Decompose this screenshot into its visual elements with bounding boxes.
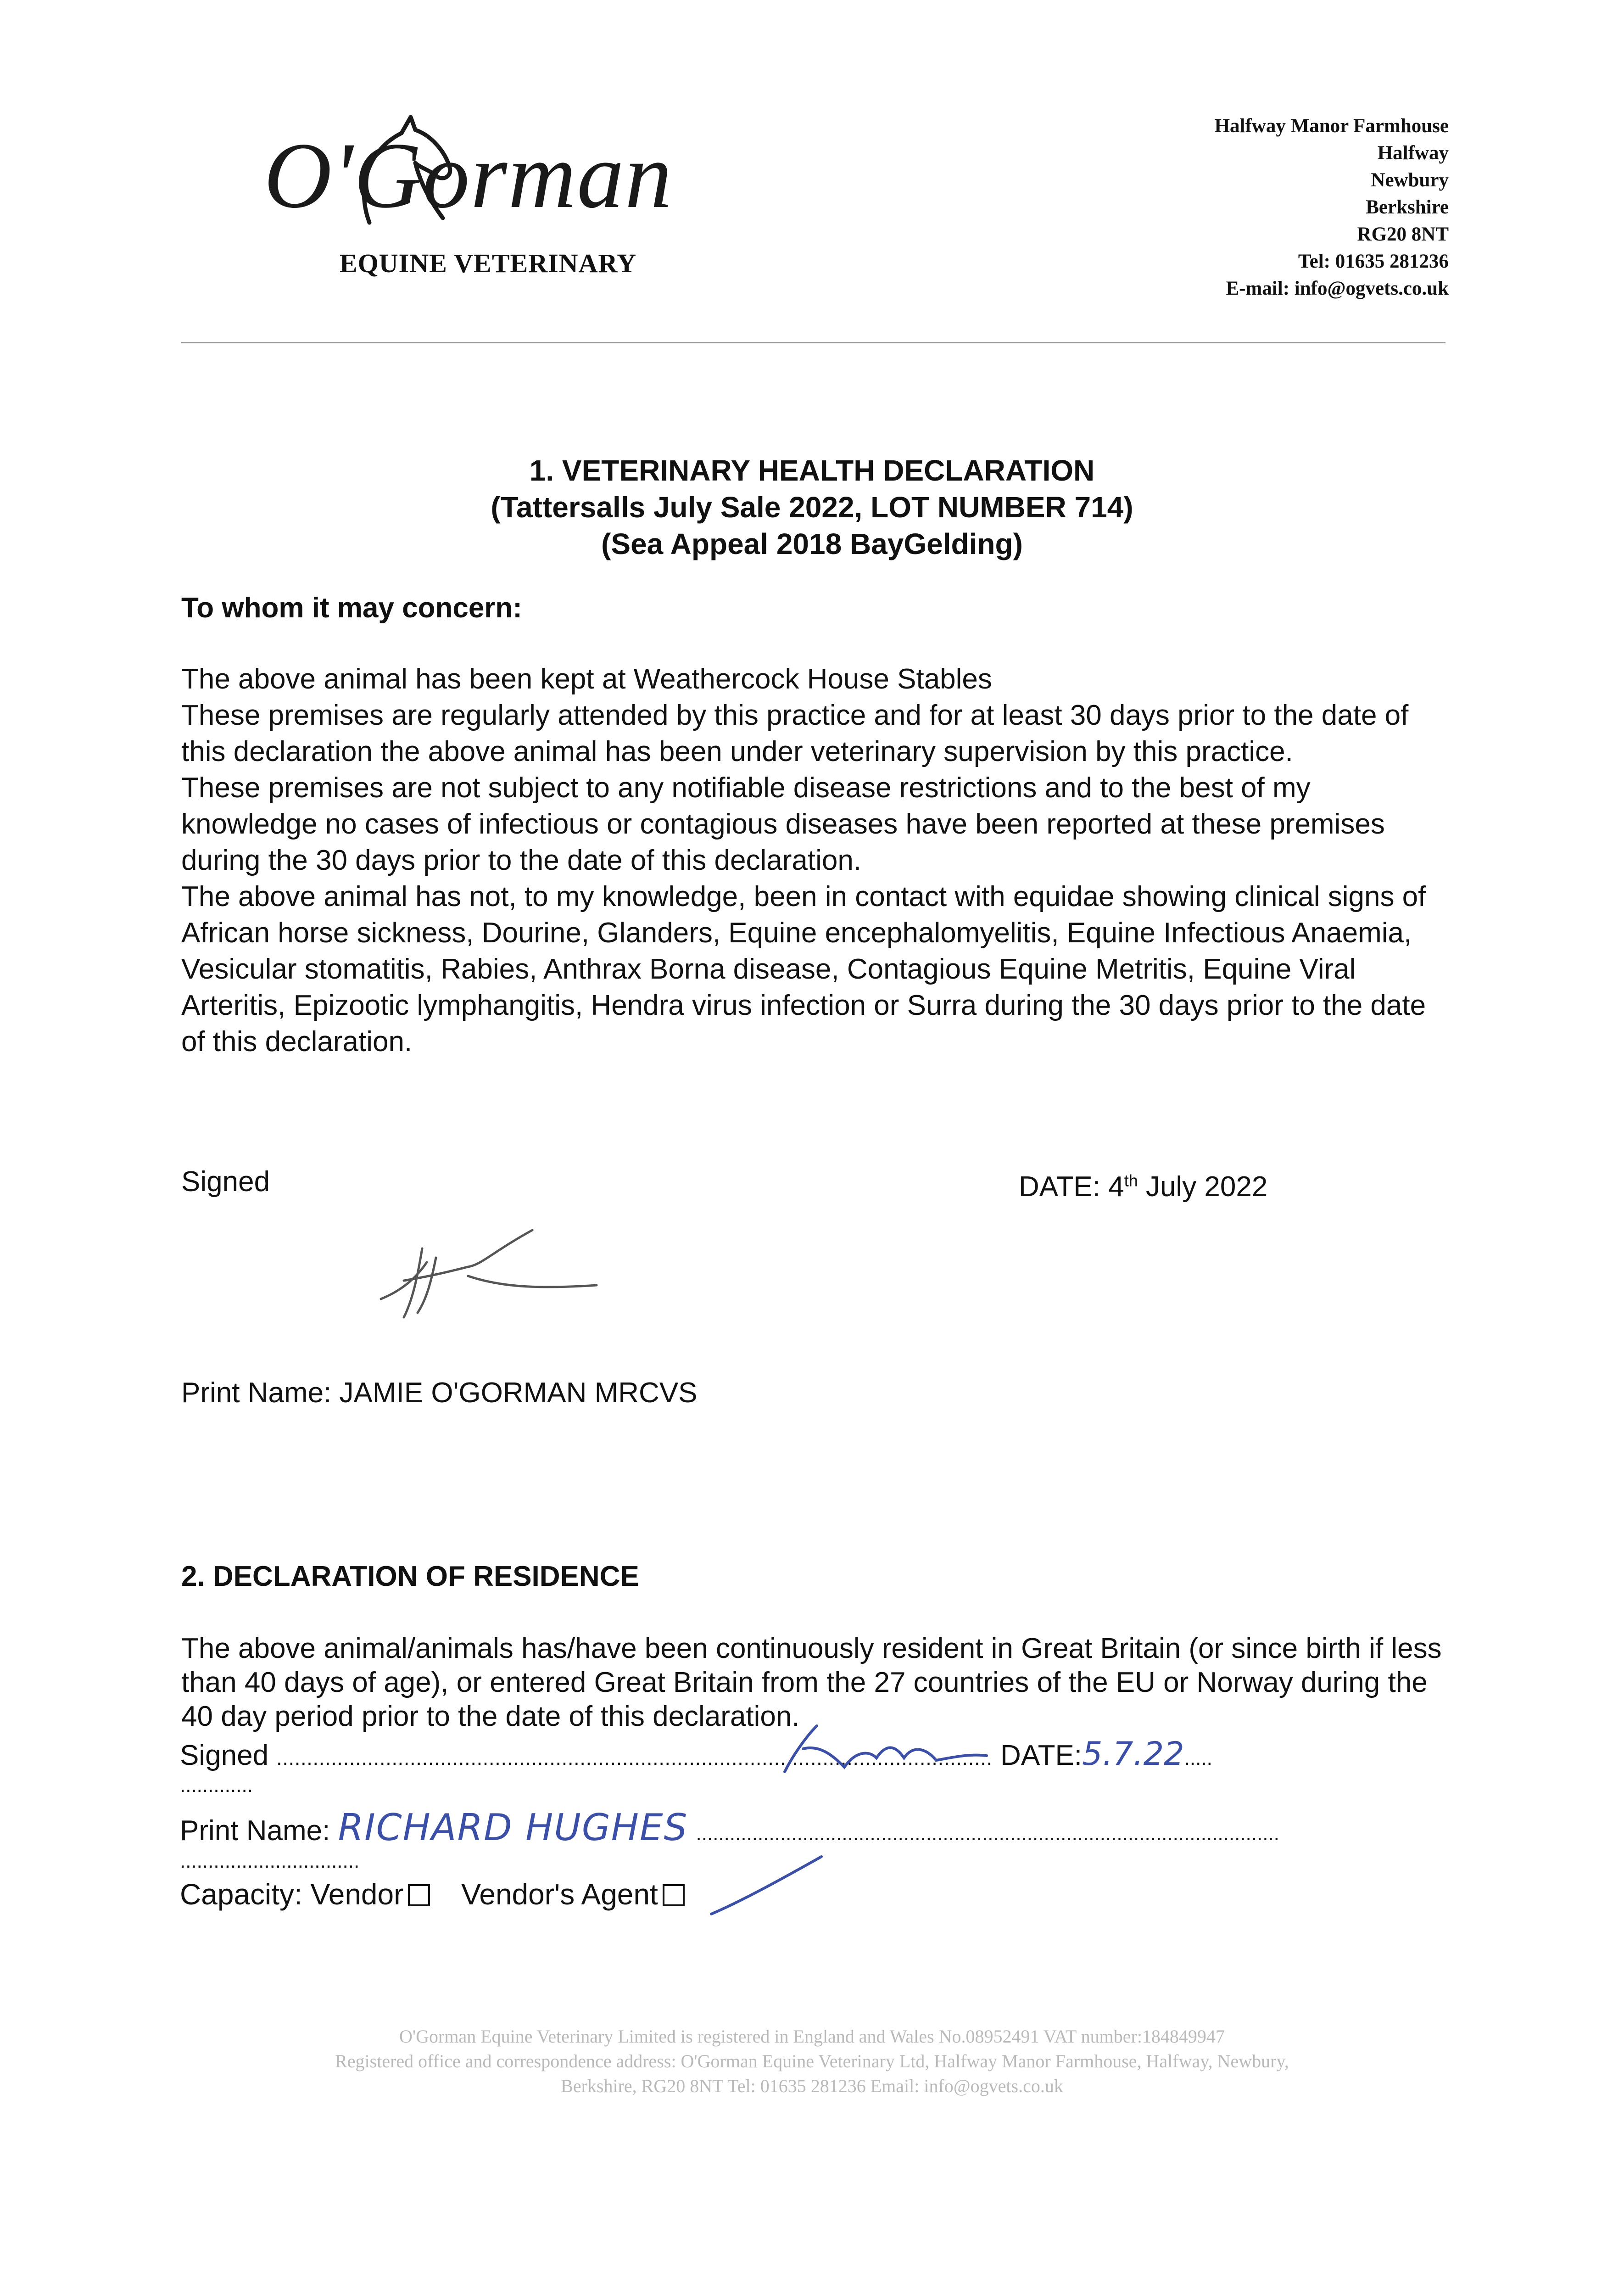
logo-name: O'Gorman (264, 123, 673, 228)
paragraph: These premises are regularly attended by this practice and for at least 30 days prior to the date of this declaration the above animal has been under veterinary supervision by this practice. (181, 700, 1409, 767)
date-value: July 2022 (1138, 1171, 1268, 1203)
declaration-date (1019, 1170, 1267, 1203)
footer (0, 2024, 1624, 2099)
vendor-signature (776, 1717, 996, 1781)
residence-signed-line: Signed ...................................................................................................................... DATE:5.7.22..... (180, 1735, 1212, 1773)
footer-line: O'Gorman Equine Veterinary Limited is registered in England and Wales No.08952491 VAT number:184849947 (399, 2026, 1225, 2047)
date-suffix: th (1124, 1171, 1138, 1190)
logo-subtitle: EQUINE VETERINARY (340, 248, 637, 278)
address-phone: Tel: 01635 281236 (1298, 251, 1449, 272)
dotted-line: ............. (180, 1774, 253, 1797)
section2-title: 2. DECLARATION OF RESIDENCE (181, 1561, 639, 1592)
print-name-label: Print Name: (180, 1815, 330, 1847)
footer-line: Berkshire, RG20 8NT Tel: 01635 281236 Email: info@ogvets.co.uk (561, 2076, 1063, 2096)
date-label: DATE: (1000, 1740, 1083, 1771)
address-block (1215, 112, 1449, 302)
capacity-line (180, 1877, 685, 1911)
vendors-agent-checkbox[interactable] (663, 1884, 685, 1906)
date-label: DATE: 4 (1019, 1171, 1124, 1203)
capacity-label: Capacity: Vendor (180, 1878, 404, 1911)
dotted-line: ........................................................................................................ (696, 1822, 1279, 1845)
paragraph: The above animal has not, to my knowledge, been in contact with equidae showing clinical signs of African horse sickness, Dourine, Glanders, Equine encephalomyelitis, Equine Infectious Anaemia, Vesicular stomatitis, Rabies, Anthrax Borna disease, Contagious Equine Metritis, Equine Viral Arteritis, Epizootic lymphangitis, Hendra virus infection or Surra during the 30 days prior to the date of this declaration. (181, 881, 1426, 1058)
letterhead-divider (181, 342, 1445, 343)
vet-print-name: Print Name: JAMIE O'GORMAN MRCVS (181, 1377, 698, 1409)
print-name-handwritten: RICHARD HUGHES (338, 1806, 688, 1849)
salutation: To whom it may concern: (181, 592, 522, 624)
section1-body (181, 661, 1448, 1060)
address-email: E-mail: info@ogvets.co.uk (1226, 278, 1449, 299)
address-line: Berkshire (1366, 196, 1449, 218)
dotted-line: ...................................................................................................................... (276, 1747, 993, 1769)
signed-label: Signed (181, 1166, 270, 1198)
vendors-agent-label: Vendor's Agent (461, 1878, 658, 1911)
checkmark-icon (707, 1850, 826, 1919)
section2-body: The above animal/animals has/have been continuously resident in Great Britain (or since birth if less than 40 days of age), or entered Great Britain from the 27 countries of the EU or Norway during the 40 day period prior to the date of this declaration. (181, 1633, 1442, 1732)
dotted-line: ................................ (180, 1850, 360, 1872)
address-line: Halfway (1377, 142, 1449, 164)
date-value-handwritten: 5.7.22 (1082, 1735, 1184, 1773)
paragraph: These premises are not subject to any notifiable disease restrictions and to the best of my knowledge no cases of infectious or contagious diseases have been reported at these premises during the 30 days prior to the date of this declaration. (181, 772, 1385, 876)
signed-label: Signed (180, 1740, 269, 1771)
address-line: RG20 8NT (1357, 224, 1449, 245)
section1-subtitle-horse: (Sea Appeal 2018 BayGelding) (601, 527, 1023, 560)
footer-line: Registered office and correspondence address: O'Gorman Equine Veterinary Ltd, Halfway Manor Farmhouse, Halfway, Newbury, (335, 2051, 1289, 2071)
vet-signature (376, 1221, 615, 1331)
address-line: Newbury (1371, 169, 1449, 191)
address-line: Halfway Manor Farmhouse (1214, 115, 1449, 137)
section1-title: 1. VETERINARY HEALTH DECLARATION (529, 454, 1095, 487)
vendor-checkbox[interactable] (408, 1884, 430, 1906)
section1-subtitle-lot: (Tattersalls July Sale 2022, LOT NUMBER 714) (491, 491, 1133, 524)
residence-print-name-line (180, 1806, 1279, 1849)
paragraph: The above animal has been kept at Weathercock House Stables (181, 663, 992, 695)
